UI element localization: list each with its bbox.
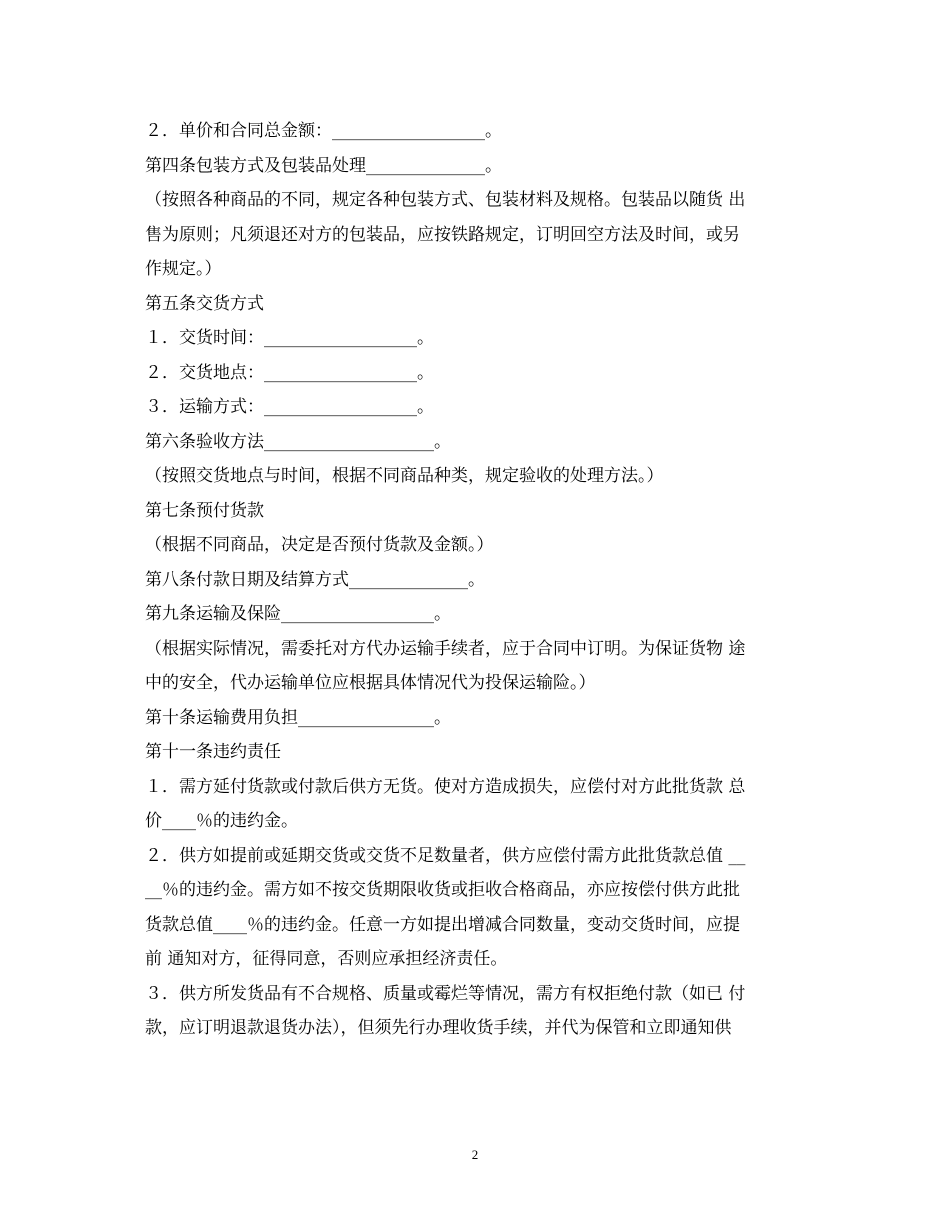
clause-line: ２．单价和合同总金额：__________________。 xyxy=(145,121,502,141)
clause-line: ２．供方如提前或延期交货或交货不足数量者，供方应偿付需方此批货款总值 __ xyxy=(145,845,746,866)
clause-heading: 第九条运输及保险__________________。 xyxy=(145,604,451,624)
clause-heading: 第十条运输费用负担________________。 xyxy=(145,707,451,728)
clause-note-line: 中的安全，代办运输单位应根据具体情况代为投保运输险。） xyxy=(145,673,596,693)
page-number: 2 xyxy=(471,1147,479,1162)
clause-heading: 第十一条违约责任 xyxy=(145,742,281,762)
document-body xyxy=(145,114,810,1046)
clause-note-line: （按照各种商品的不同，规定各种包装方式、包装材料及规格。包装品以随货 出 xyxy=(145,190,746,210)
clause-line: ３．运输方式：__________________。 xyxy=(145,397,434,417)
clause-note-line: 售为原则；凡须退还对方的包装品，应按铁路规定，订明回空方法及时间，或另 xyxy=(145,224,740,245)
clause-heading: 第五条交货方式 xyxy=(145,293,264,314)
clause-line: 款，应订明退款退货办法），但须先行办理收货手续，并代为保管和立即通知供 xyxy=(145,1018,732,1038)
clause-heading: 第八条付款日期及结算方式______________。 xyxy=(145,569,485,590)
clause-heading: 第四条包装方式及包装品处理______________。 xyxy=(145,155,502,176)
clause-line: ３．供方所发货品有不合规格、质量或霉烂等情况，需方有权拒绝付款（如已 付 xyxy=(145,983,746,1004)
clause-line: ２．交货地点：__________________。 xyxy=(145,362,434,383)
clause-line: __％的违约金。需方如不按交货期限收货或拒收合格商品，亦应按偿付供方此批 xyxy=(145,880,740,900)
clause-line: １．需方延付货款或付款后供方无货。使对方造成损失，应偿付对方此批货款 总 xyxy=(145,776,746,797)
clause-line: 前 通知对方，征得同意，否则应承担经济责任。 xyxy=(145,949,508,969)
clause-line: 价____％的违约金。 xyxy=(145,811,298,831)
clause-note-line: （根据不同商品，决定是否预付货款及金额。） xyxy=(145,535,494,555)
clause-line: 货款总值____％的违约金。任意一方如提出增减合同数量，变动交货时间，应提 xyxy=(145,914,740,935)
clause-note-line: （按照交货地点与时间，根据不同商品种类，规定验收的处理方法。） xyxy=(145,466,664,486)
clause-heading: 第六条验收方法____________________。 xyxy=(145,431,451,452)
clause-note-line: （根据实际情况，需委托对方代办运输手续者，应于合同中订明。为保证货物 途 xyxy=(145,638,746,659)
clause-heading: 第七条预付货款 xyxy=(145,500,264,521)
clause-note-line: 作规定。） xyxy=(145,259,222,279)
clause-line: １．交货时间：__________________。 xyxy=(145,328,434,348)
